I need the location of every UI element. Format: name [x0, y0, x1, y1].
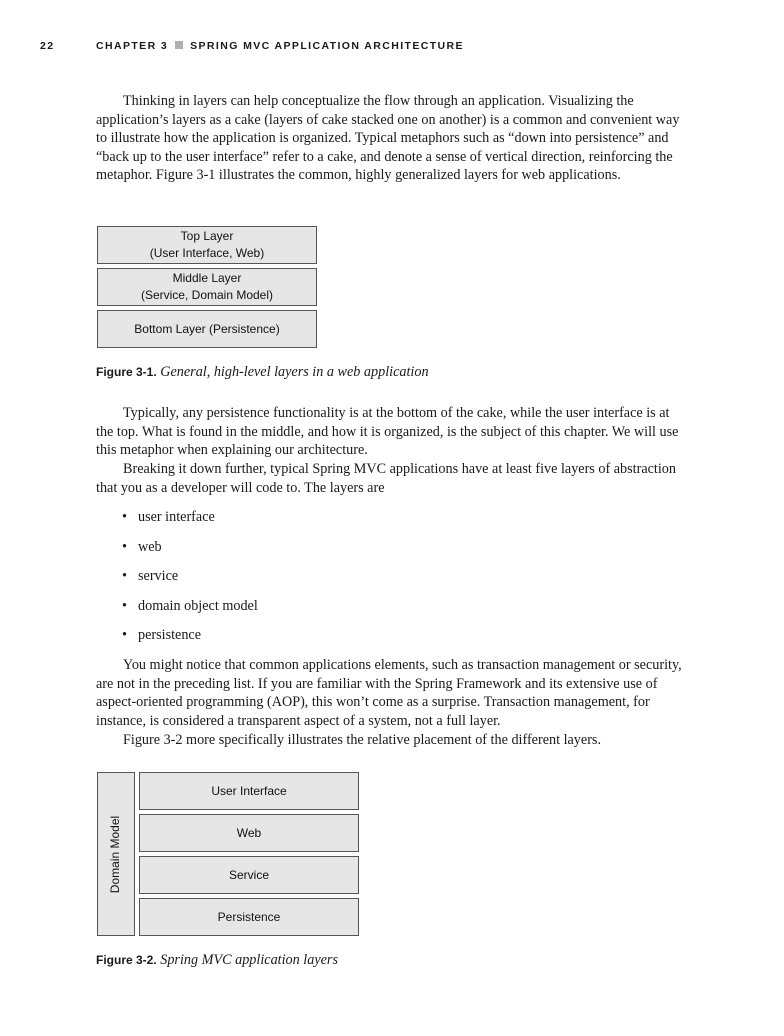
paragraph-layers: Breaking it down further, typical Spring MVC applications have at least five layers of abstraction that you as a developer will code to. The layers are [96, 461, 676, 496]
bullet-icon: • [122, 538, 127, 555]
figure1-caption [96, 364, 429, 381]
figure1-top-layer [97, 226, 317, 264]
figure2-layer-label: Web [236, 825, 262, 840]
running-header [40, 40, 740, 56]
bullet-icon: • [122, 597, 127, 614]
list-item-text: web [138, 538, 162, 555]
figure1-caption-label: Figure 3-1. [96, 365, 157, 379]
bullet-icon: • [122, 509, 127, 525]
figure2-web-layer [139, 814, 359, 852]
list-item [122, 567, 258, 597]
paragraph-intro: Thinking in layers can help conceptualize the flow through an application. Visualizing the application’s layers as a cake (layers of cake stacked one on another) is a common and convenient way to illustrate how the application is organized. Typical metaphors such as “down into persistence” and “back up to the user interface” refer to a cake, and denote a sense of vertical direction, reinforcing the metaphor. Figure 3-1 illustrates the common, highly generalized layers for web applications. [96, 93, 680, 183]
figure1-caption-text: General, high-level layers in a web application [160, 364, 429, 380]
page-number: 22 [40, 40, 55, 52]
figure2-layer-label: Persistence [217, 909, 281, 924]
figure1-bottom-layer-title: Bottom Layer (Persistence) [134, 321, 280, 336]
figure2-layer-label: User Interface [211, 783, 287, 798]
list-item-text: user interface [138, 509, 215, 525]
figure2-caption-label: Figure 3-2. [96, 953, 157, 967]
chapter-title: SPRING MVC APPLICATION ARCHITECTURE [190, 40, 464, 52]
figure2-user-interface-layer [139, 772, 359, 810]
bullet-icon: • [122, 627, 127, 643]
figure1-bottom-layer [97, 310, 317, 348]
paragraph-figure2-intro: Figure 3-2 more specifically illustrates the relative placement of the different layers. [123, 732, 601, 748]
figure2-caption [96, 952, 338, 969]
figure1-top-layer-title: Top Layer [180, 229, 234, 243]
chapter-heading [96, 40, 464, 52]
figure1-top-layer-subtitle: (User Interface, Web) [149, 246, 265, 260]
paragraph-cake: Typically, any persistence functionality is at the bottom of the cake, while the user interface is at the top. What is found in the middle, and how it is organized, is the subject of this chapter. We will use this metaphor when explaining our architecture. [96, 405, 679, 458]
list-item [122, 626, 258, 656]
figure2-domain-model-label: Domain Model [108, 815, 123, 893]
figure2-caption-text: Spring MVC application layers [160, 952, 338, 968]
list-item-text: domain object model [138, 597, 258, 614]
figure1-middle-layer-subtitle: (Service, Domain Model) [140, 288, 274, 302]
list-item-text: persistence [138, 627, 202, 643]
figure2-layer-label: Service [228, 867, 269, 882]
list-item [122, 597, 258, 627]
figure1-middle-layer-title: Middle Layer [172, 271, 242, 285]
list-item [122, 538, 258, 568]
figure2-domain-model [97, 772, 135, 936]
figure1-middle-layer [97, 268, 317, 306]
chapter-label: CHAPTER 3 [96, 40, 169, 52]
figure2-service-layer [139, 856, 359, 894]
separator-square-icon [175, 41, 183, 49]
figure2-persistence-layer [139, 898, 359, 936]
layer-list [122, 508, 258, 656]
paragraph-aop: You might notice that common applications elements, such as transaction management or security, are not in the preceding list. If you are familiar with the Spring Framework and its extensive use of aspect-oriented programming (AOP), this won’t come as a surprise. Transaction management, for instance, is considered a transparent aspect of a system, not a full layer. [96, 657, 682, 729]
bullet-icon: • [122, 568, 127, 584]
list-item-text: service [138, 568, 179, 584]
list-item [122, 508, 258, 538]
